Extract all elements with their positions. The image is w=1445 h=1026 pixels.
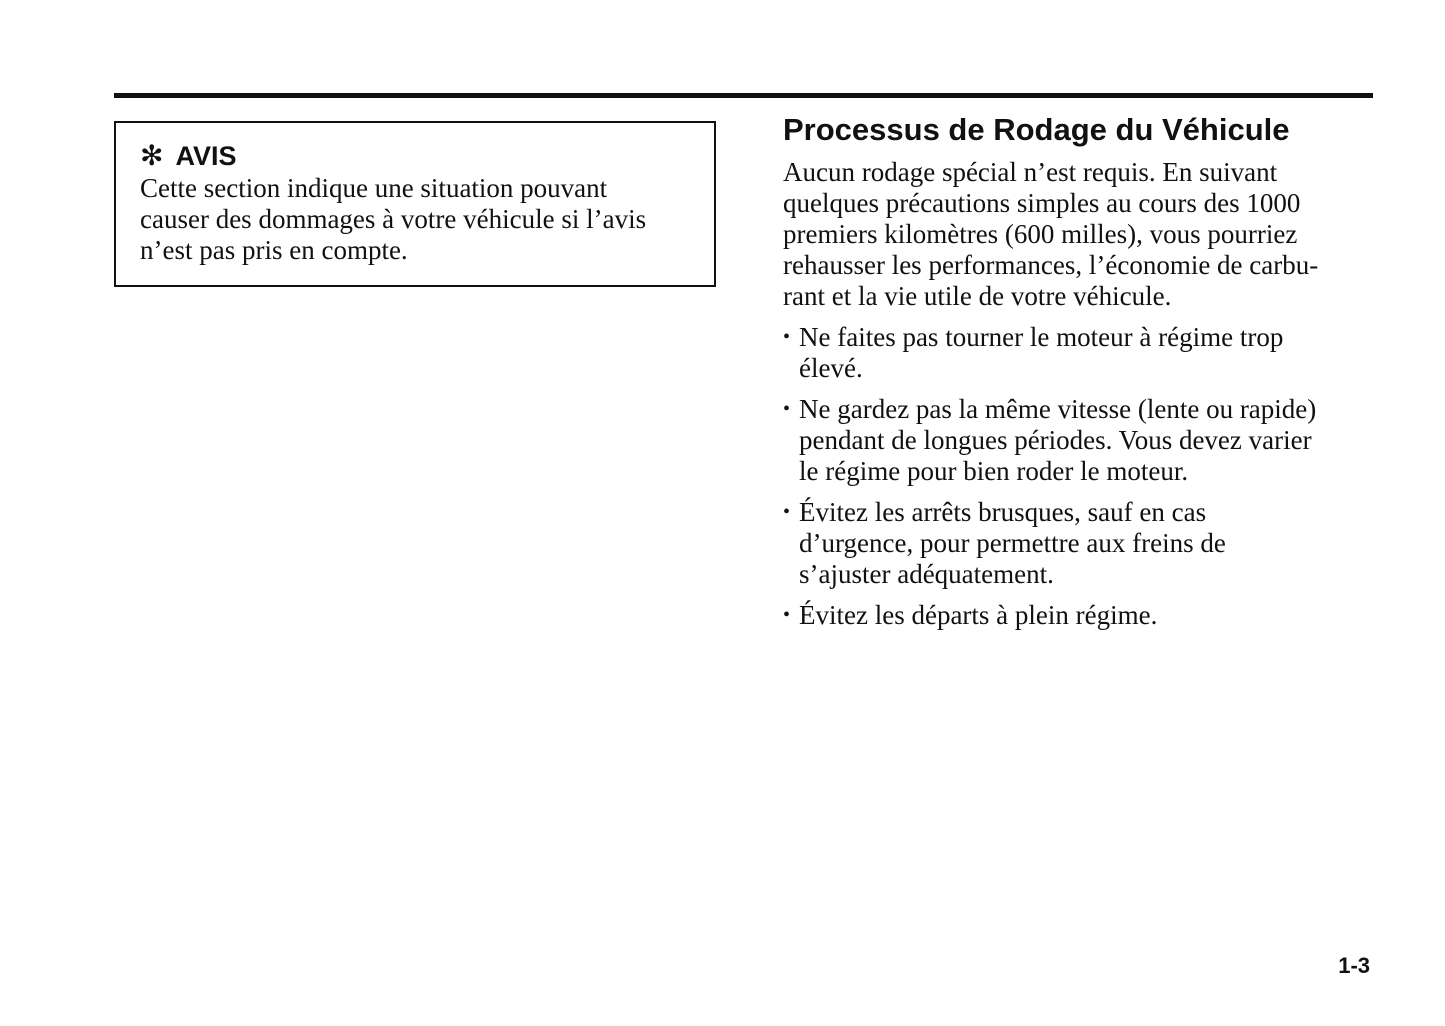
bullet-item <box>783 322 1373 384</box>
bullet-line: Ne gardez pas la même vitesse (lente ou rapide) <box>799 394 1317 424</box>
bullet-line: pendant de longues périodes. Vous devez varier <box>799 425 1312 455</box>
bullet-item <box>783 394 1373 487</box>
notice-body <box>140 173 700 266</box>
notice-line: Cette section indique une situation pouvant <box>140 173 608 203</box>
bullet-item <box>783 600 1373 631</box>
intro-line: premiers kilomètres (600 milles), vous pourriez <box>783 219 1298 249</box>
bullet-line: le régime pour bien roder le moteur. <box>799 456 1189 486</box>
intro-line: quelques précautions simples au cours des 1000 <box>783 188 1301 218</box>
bullet-line: Évitez les départs à plein régime. <box>799 600 1158 630</box>
bullet-item <box>783 497 1373 590</box>
section-intro <box>783 157 1373 312</box>
page-number: 1-3 <box>1338 953 1370 978</box>
bullet-line: Évitez les arrêts brusques, sauf en cas <box>799 497 1207 527</box>
bullet-dot-icon: • <box>783 326 791 348</box>
notice-header <box>140 139 236 173</box>
bullet-line: élevé. <box>799 353 863 383</box>
asterisk-notice-icon: ✻ <box>140 139 164 172</box>
section-title: Processus de Rodage du Véhicule <box>783 112 1290 147</box>
top-rule <box>114 93 1373 98</box>
intro-line: rehausser les performances, l’économie de carbu- <box>783 250 1319 280</box>
bullet-dot-icon: • <box>783 501 791 523</box>
notice-box <box>114 121 716 287</box>
bullet-dot-icon: • <box>783 604 791 626</box>
section-column <box>783 108 1373 641</box>
bullet-list <box>783 322 1373 631</box>
intro-line: rant et la vie utile de votre véhicule. <box>783 281 1172 311</box>
bullet-line: d’urgence, pour permettre aux freins de <box>799 528 1226 558</box>
bullet-dot-icon: • <box>783 398 791 420</box>
notice-title: AVIS <box>175 140 237 171</box>
notice-line: causer des dommages à votre véhicule si l’avis <box>140 204 647 234</box>
bullet-line: Ne faites pas tourner le moteur à régime trop <box>799 322 1284 352</box>
intro-line: Aucun rodage spécial n’est requis. En suivant <box>783 157 1278 187</box>
notice-line: n’est pas pris en compte. <box>140 235 408 265</box>
bullet-line: s’ajuster adéquatement. <box>799 559 1054 589</box>
